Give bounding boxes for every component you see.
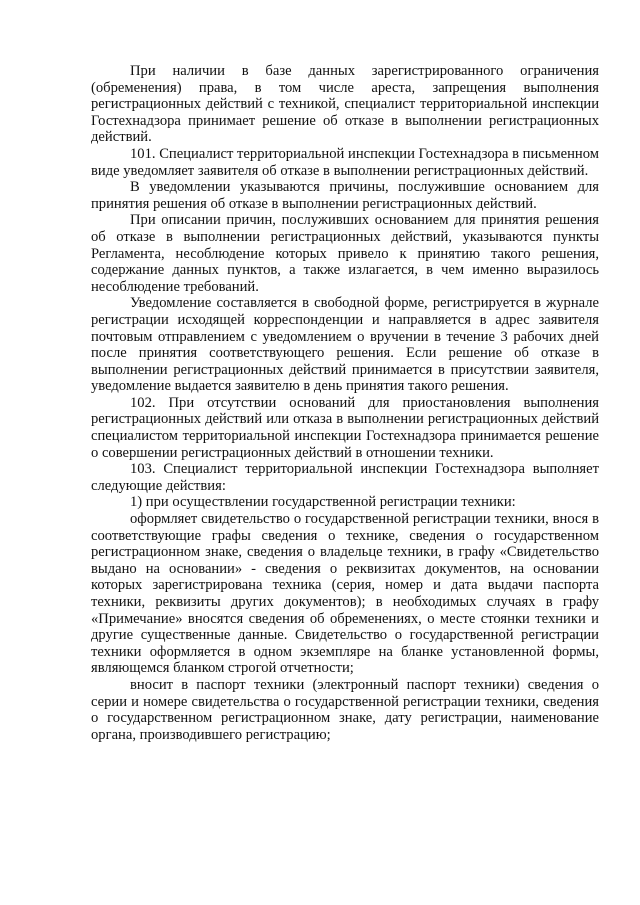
paragraph-notification-form: Уведомление составляется в свободной форме, регистрируется в журнале регистрации исходящей корреспонденции и направляется в адрес заявителя почтовым отправлением с уведомлением о вручении в течение 3 рабочих дней после принятия соответствующего решения. Если решение об отказе в выполнении регистрационных действий принимается в присутствии заявителя, уведомление выдается заявителю в день принятия такого решения. xyxy=(91,295,599,395)
paragraph-certificate-issue: оформляет свидетельство о государственной регистрации техники, внося в соответствующие графы сведения о технике, сведения о государственном регистрационном знаке, сведения о владельце техники, в графу «Свидетельство выдано на основании» - сведения о реквизитах документов, на основании которых зарегистрирована техника (серия, номер и дата выдачи паспорта техники, реквизиты других документов); в необходимых случаях в графу «Примечание» вносятся сведения об обременениях, о месте стоянки техники и другие существенные данные. Свидетельство о государственной регистрации техники оформляется в одном экземпляре на бланке установленной формы, являющемся бланком строгой отчетности; xyxy=(91,511,599,677)
paragraph-102-decision: 102. При отсутствии оснований для приостановления выполнения регистрационных действий или отказа в выполнении регистрационных действий специалистом территориальной инспекции Гостехнадзора принимается решение о совершении регистрационных действий в отношении техники. xyxy=(91,394,599,461)
paragraph-103-item-1: 1) при осуществлении государственной регистрации техники: xyxy=(130,494,516,511)
document-page xyxy=(91,63,599,743)
paragraph-reasons-description: При описании причин, послуживших основанием для принятия решения об отказе в выполнении регистрационных действий, указываются пункты Регламента, несоблюдение которых привело к принятию такого решения, содержание данных пунктов, а также излагается, в чем именно выразилось несоблюдение требований. xyxy=(91,212,599,295)
paragraph-passport-entry: вносит в паспорт техники (электронный паспорт техники) сведения о серии и номере свидетельства о государственной регистрации техники, сведения о государственном регистрационном знаке, дату регистрации, наименование органа, производившего регистрацию; xyxy=(91,676,599,743)
paragraph-notification-reasons: В уведомлении указываются причины, послужившие основанием для принятия решения об отказе в выполнении регистрационных действий. xyxy=(91,179,599,212)
paragraph-101-notification: 101. Специалист территориальной инспекции Гостехнадзора в письменном виде уведомляет заявителя об отказе в выполнении регистрационных действий. xyxy=(91,145,599,179)
paragraph-103-actions: 103. Специалист территориальной инспекции Гостехнадзора выполняет следующие действия: xyxy=(91,461,599,494)
paragraph-restriction-refusal: При наличии в базе данных зарегистрированного ограничения (обременения) права, в том числе ареста, запрещения выполнения регистрационных действий с техникой, специалист территориальной инспекции Гостехнадзора принимает решение об отказе в выполнении регистрационных действий. xyxy=(91,63,599,146)
